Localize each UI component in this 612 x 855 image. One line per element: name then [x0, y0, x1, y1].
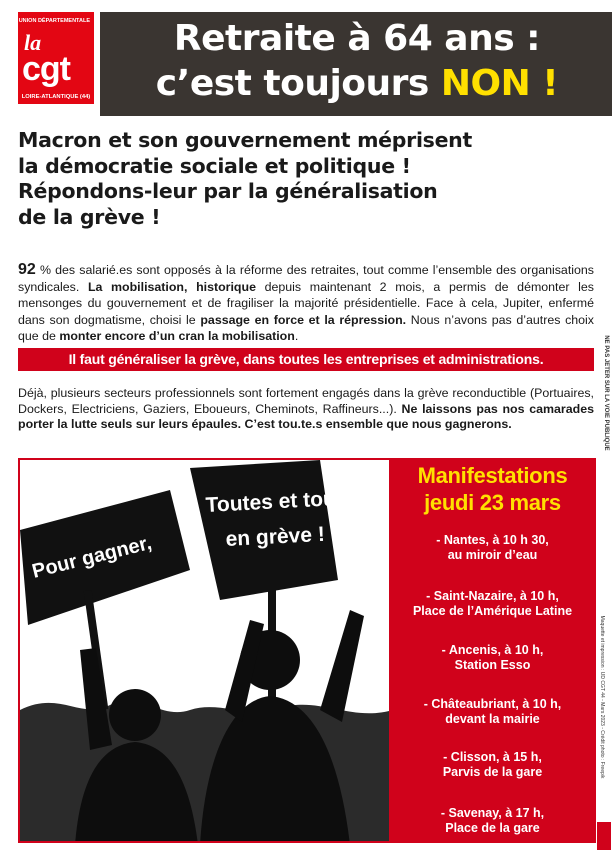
subhead-line: Macron et son gouvernement méprisent [18, 128, 472, 152]
event-place: devant la mairie [445, 712, 540, 726]
print-credit [596, 560, 608, 840]
manifestations-title [389, 462, 596, 516]
placard-left-text: Pour gagner, [29, 531, 154, 583]
para1-text-2: depuis maintenant 2 mois, a permis de démonter les mensonges du gouvernement et de fragiliser la majorité présidentielle. Face à cela, Jupiter, enfermé dans son dogmatisme, choisi le [18, 279, 594, 327]
logo-region: LOIRE-ATLANTIQUE (44) [21, 94, 91, 100]
headline-non: NON ! [440, 63, 559, 104]
para1-bold-2: passage en force et la répression. [200, 312, 407, 327]
event-item [389, 750, 596, 780]
event-place: Parvis de la gare [442, 765, 543, 779]
logo-cgt: cgt [22, 50, 70, 88]
event-place: Place de la gare [445, 821, 540, 835]
side-notice-text: NE PAS JETER SUR LA VOIE PUBLIQUE [603, 335, 609, 451]
para2-bold: Ne laissons pas nos camarades porter la lutte seuls sur leurs épaules. C’est tou.te.s ensemble que nous gagnerons. [18, 401, 594, 431]
event-city-time: - Nantes, à 10 h 30, [436, 533, 549, 547]
event-place: Place de l’Amérique Latine [412, 604, 573, 618]
para1-bold-1: La mobilisation, historique [87, 279, 256, 294]
para1-bold-3: monter encore d’un cran la mobilisation [59, 329, 295, 343]
subhead-line: Répondons-leur par la généralisation [18, 179, 438, 203]
corner-mark [597, 822, 611, 850]
headline [108, 16, 606, 106]
headline-line1: Retraite à 64 ans : [173, 18, 541, 59]
placard-right-line2: en grève ! [225, 522, 326, 551]
subheading [18, 128, 578, 230]
subhead-line: de la grève ! [18, 204, 161, 229]
side-notice [596, 320, 608, 480]
call-to-action-bar: Il faut généraliser la grève, dans toutes les entreprises et administrations. [18, 348, 594, 371]
event-item [389, 806, 596, 836]
event-item [389, 643, 596, 673]
event-item [389, 533, 596, 563]
event-city-time: - Saint-Nazaire, à 10 h, [426, 589, 559, 603]
intro-paragraph [18, 262, 594, 345]
event-city-time: - Clisson, à 15 h, [443, 750, 542, 764]
protest-illustration [18, 458, 391, 843]
headline-line2-prefix: c’est toujours [155, 63, 441, 104]
event-place: Station Esso [454, 658, 531, 672]
event-city-time: - Ancenis, à 10 h, [441, 643, 544, 657]
manif-title-line1: Manifestations [417, 463, 568, 488]
event-place: au miroir d’eau [447, 548, 538, 562]
placard-right-line1: Toutes et tous [205, 486, 349, 517]
stat-92: 92 [18, 261, 36, 278]
para1-text-3: Nous n’avons pas d’autres choix que de [18, 312, 594, 343]
protest-silhouette-graphic [20, 460, 391, 843]
manif-title-line2: jeudi 23 mars [424, 490, 561, 515]
cgt-logo [18, 12, 94, 104]
para2-text: Déjà, plusieurs secteurs professionnels sont fortement engagés dans la grève reconductible (Portuaires, Dockers, Electriciens, Gaziers, Eboueurs, Cheminots, Raffineurs...). [18, 386, 594, 416]
sectors-paragraph [18, 386, 594, 433]
print-credit-text: Maquette et impression : UD CGT 44 - Mars 2023 - Crédit photo : Freepik [599, 615, 605, 779]
logo-union-label: UNION DÉPARTEMENTALE [18, 18, 90, 24]
event-item [389, 697, 596, 727]
event-item [389, 589, 596, 619]
headline-line2 [108, 61, 606, 106]
subhead-line: la démocratie sociale et politique ! [18, 153, 411, 178]
event-city-time: - Savenay, à 17 h, [440, 806, 545, 820]
event-city-time: - Châteaubriant, à 10 h, [423, 697, 562, 711]
logo-la: la [24, 30, 42, 55]
para1-text-4: . [294, 329, 299, 343]
para1-text-1: % des salarié.es sont opposés à la réforme des retraites, tout comme l’ensemble des organisations syndicales. [18, 263, 594, 294]
